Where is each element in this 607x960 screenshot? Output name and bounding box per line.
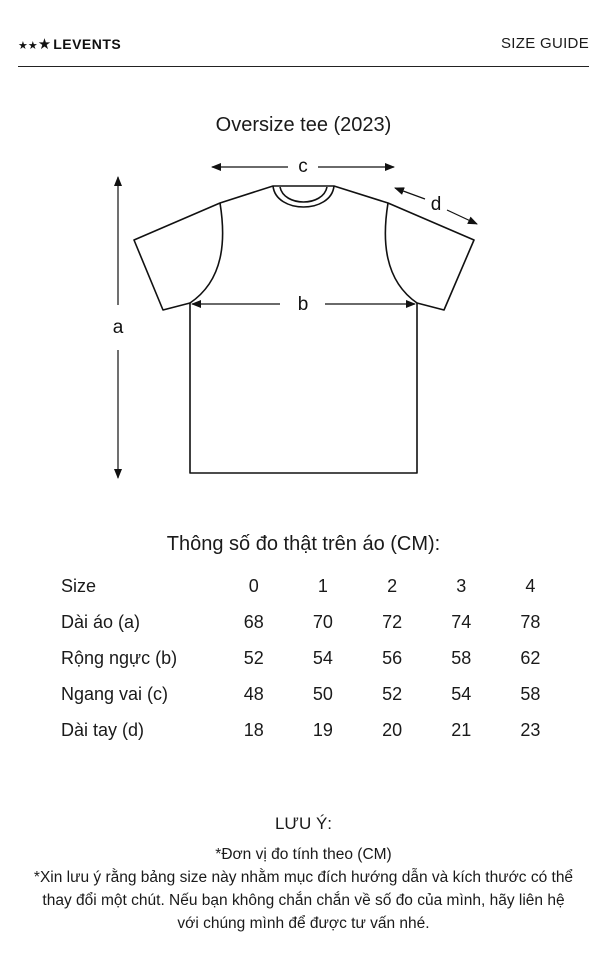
table-header-row xyxy=(55,568,565,604)
table-cell: 54 xyxy=(312,647,333,668)
row-label: Dài áo (a) xyxy=(61,611,141,632)
left-sleeve-seam xyxy=(190,203,223,303)
table-cell: 78 xyxy=(520,611,541,632)
table-cell: 70 xyxy=(312,611,333,632)
size-header-cell: 4 xyxy=(525,575,536,596)
brand-logo[interactable] xyxy=(18,36,121,52)
table-cell: 20 xyxy=(382,719,403,740)
dimension-c-label: c xyxy=(298,156,308,177)
header-cell: Size xyxy=(61,575,97,596)
size-header-cell: 2 xyxy=(387,575,398,596)
header xyxy=(0,0,607,68)
size-table xyxy=(55,568,565,748)
dimension-a-label: a xyxy=(112,317,124,338)
table-cell: 21 xyxy=(451,719,472,740)
specs-title: Thông số đo thật trên áo (CM): xyxy=(166,533,441,555)
dimension-d-label: d xyxy=(430,194,442,215)
disclaimer-text: *Xin lưu ý rằng bảng size này nhằm mục đích hướng dẫn và kích thước có thể thay đổi một chút. Nếu bạn không chắn chắn về số đo của mình, hãy liên hệ với chúng mình để được tư vấn nhé. xyxy=(33,869,574,932)
table-cell: 50 xyxy=(312,683,333,704)
row-label: Ngang vai (c) xyxy=(61,683,169,704)
row-label: Rộng ngực (b) xyxy=(61,647,178,668)
dimension-b xyxy=(192,294,415,315)
header-divider xyxy=(18,66,589,67)
table-row xyxy=(55,640,565,676)
page-title: SIZE GUIDE xyxy=(500,35,589,52)
table-cell: 58 xyxy=(451,647,472,668)
dimension-d xyxy=(395,188,477,224)
table-row xyxy=(55,712,565,748)
table-cell: 52 xyxy=(382,683,403,704)
right-sleeve-seam xyxy=(385,203,417,303)
brand-name: LEVENTS xyxy=(53,36,122,52)
star-icon: ★ ★ ★ xyxy=(18,35,52,53)
table-row xyxy=(55,604,565,640)
size-header-cell: 1 xyxy=(317,575,328,596)
tshirt-collar xyxy=(273,186,334,207)
tshirt-diagram xyxy=(0,150,607,490)
table-cell: 58 xyxy=(520,683,541,704)
notes-section xyxy=(30,812,577,935)
dimension-b-label: b xyxy=(297,294,309,315)
unit-note: *Đơn vị đo tính theo (CM) xyxy=(215,846,392,863)
table-cell: 56 xyxy=(382,647,403,668)
table-cell: 48 xyxy=(243,683,264,704)
table-cell: 54 xyxy=(451,683,472,704)
size-header-cell: 0 xyxy=(248,575,259,596)
table-cell: 74 xyxy=(451,611,472,632)
dimension-a xyxy=(113,177,124,478)
table-cell: 18 xyxy=(243,719,264,740)
product-title: Oversize tee (2023) xyxy=(215,114,392,136)
table-cell: 68 xyxy=(243,611,264,632)
table-cell: 52 xyxy=(243,647,264,668)
table-row xyxy=(55,676,565,712)
table-cell: 72 xyxy=(382,611,403,632)
dimension-c xyxy=(212,156,394,177)
table-cell: 62 xyxy=(520,647,541,668)
table-cell: 23 xyxy=(520,719,541,740)
notes-title: LƯU Ý: xyxy=(274,814,333,833)
size-header-cell: 3 xyxy=(456,575,467,596)
tshirt-outline xyxy=(134,186,474,473)
row-label: Dài tay (d) xyxy=(61,719,145,740)
table-cell: 19 xyxy=(312,719,333,740)
